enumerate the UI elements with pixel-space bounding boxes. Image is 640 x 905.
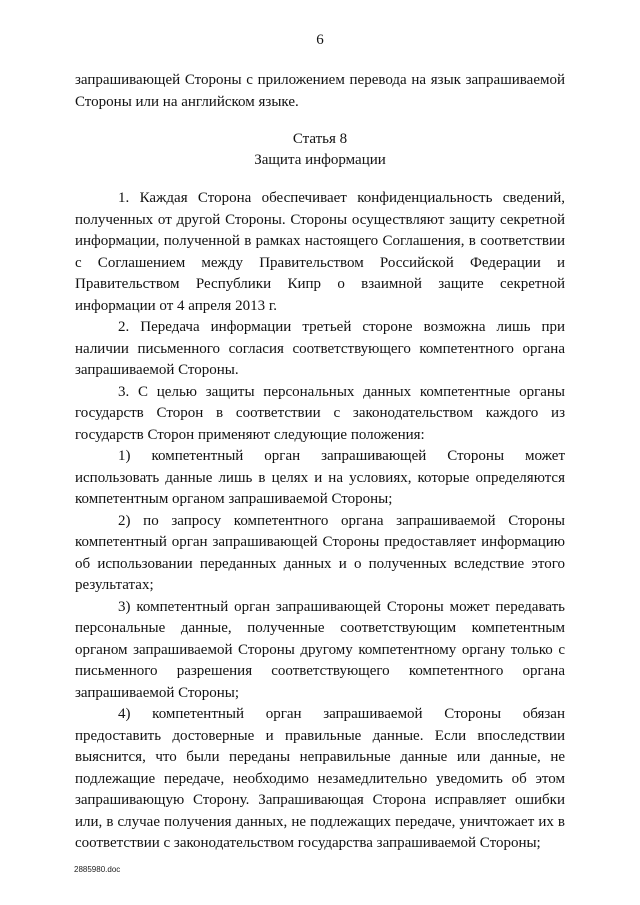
article-title: Защита информации [254,152,386,168]
list-item-1: 1) компетентный орган запрашивающей Стороны может использовать данные лишь в целях и на условиях, которые определяются компетентным органом запрашиваемой Стороны; [75,448,565,507]
page-number: 6 [316,32,324,48]
document-body [75,70,565,855]
list-item-4: 4) компетентный орган запрашиваемой Стороны обязан предоставить достоверные и правильные данные. Если впоследствии выяснится, что были переданы неправильные данные или данные, не подлежащие передаче, необходимо незамедлительно уведомить об этом запрашивающую Сторону. Запрашивающая Сторона исправляет ошибки или, в случае получения данных, не подлежащих передаче, уничтожает их в соответствии с законодательством государства запрашиваемой Стороны; [75,706,565,851]
paragraph-3: 3. С целью защиты персональных данных компетентные органы государств Сторон в соответствии с законодательством каждого из государств Сторон применяют следующие положения: [75,383,565,443]
paragraph-1: 1. Каждая Сторона обеспечивает конфиденциальность сведений, полученных от другой Стороны. Стороны осуществляют защиту секретной информации, полученной в рамках настоящего Соглашения, в соответствии с Соглашением между Правительством Российской Федерации и Правительством Республики Кипр о взаимной защите секретной информации от 4 апреля 2013 г. [75,190,565,314]
article-heading [75,129,565,171]
list-item-2: 2) по запросу компетентного органа запрашиваемой Стороны компетентный орган запрашивающей Стороны предоставляет информацию об использовании переданных данных и о полученных вследствие этого результатах; [75,512,565,593]
article-number: Статья 8 [292,131,348,147]
list-item-3: 3) компетентный орган запрашивающей Стороны может передавать персональные данные, полученные соответствующим компетентным органом запрашиваемой Стороны другому компетентному органу только с письменного разрешения соответствующего компетентного органа запрашиваемой Стороны; [75,598,565,701]
paragraph-2: 2. Передача информации третьей стороне возможна лишь при наличии письменного согласия соответствующего компетентного органа запрашиваемой Стороны. [75,319,565,378]
intro-paragraph: запрашивающей Стороны с приложением перевода на язык запрашиваемой Стороны или на английском языке. [75,72,565,110]
document-footer: 2885980.doc [74,865,121,874]
